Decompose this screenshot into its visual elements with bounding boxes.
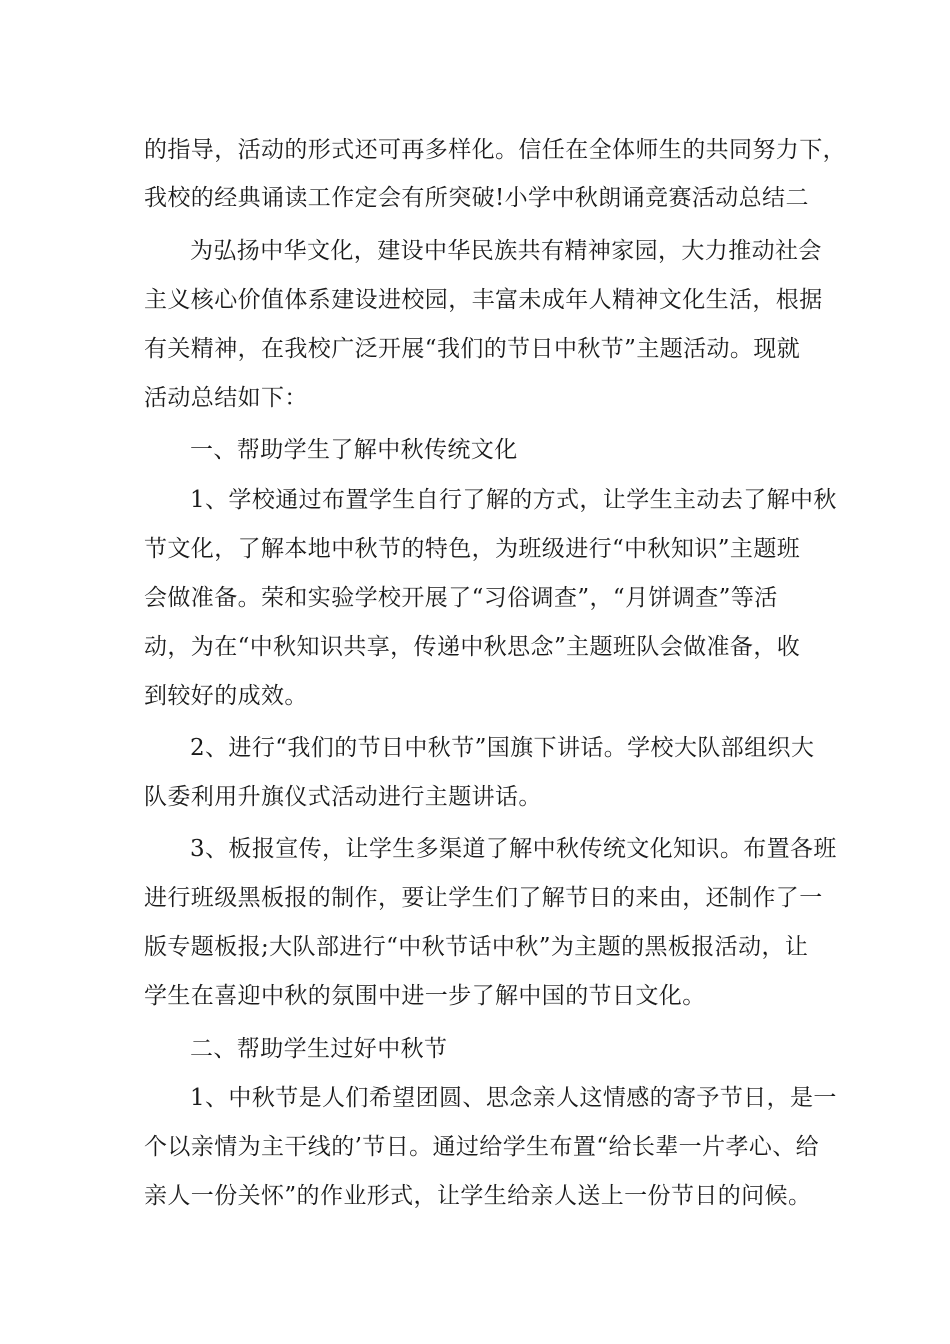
text-line: 活动总结如下： xyxy=(144,385,308,411)
text-line: 队委利用升旗仪式活动进行主题讲话。 xyxy=(144,784,542,810)
text-line: 进行班级黑板报的制作，要让学生们了解节日的来由，还制作了一 xyxy=(144,885,823,911)
paragraph-first-line: 3、板报宣传，让学生多渠道了解中秋传统文化知识。布置各班 xyxy=(190,836,837,862)
text-line: 到较好的成效。 xyxy=(144,683,308,709)
paragraph-first-line: 1、中秋节是人们希望团圆、思念亲人这情感的寄予节日，是一 xyxy=(190,1085,837,1111)
text-line: 亲人一份关怀”的作业形式，让学生给亲人送上一份节日的问候。 xyxy=(144,1183,812,1209)
section-heading: 二、帮助学生过好中秋节 xyxy=(190,1036,448,1062)
text-line: 我校的经典诵读工作定会有所突破!小学中秋朗诵竞赛活动总结二 xyxy=(144,185,809,211)
text-line: 节文化，了解本地中秋节的特色，为班级进行“中秋知识”主题班 xyxy=(144,536,801,562)
text-line: 主义核心价值体系建设进校园，丰富未成年人精神文化生活，根据 xyxy=(144,287,823,313)
text-line: 有关精神，在我校广泛开展“我们的节日中秋节”主题活动。现就 xyxy=(144,336,801,362)
paragraph-first-line: 为弘扬中华文化，建设中华民族共有精神家园，大力推动社会 xyxy=(190,238,822,264)
paragraph-first-line: 2、进行“我们的节日中秋节”国旗下讲话。学校大队部组织大 xyxy=(190,735,815,761)
text-line: 学生在喜迎中秋的氛围中进一步了解中国的节日文化。 xyxy=(144,983,706,1009)
paragraph-first-line: 1、学校通过布置学生自行了解的方式，让学生主动去了解中秋 xyxy=(190,487,837,513)
text-line: 会做准备。荣和实验学校开展了“习俗调查”，“月饼调查”等活 xyxy=(144,585,778,611)
text-line: 版专题板报;大队部进行“中秋节话中秋”为主题的黑板报活动，让 xyxy=(144,934,809,960)
text-line: 动，为在“中秋知识共享，传递中秋思念”主题班队会做准备，收 xyxy=(144,634,801,660)
text-line: 的指导，活动的形式还可再多样化。信任在全体师生的共同努力下， xyxy=(144,137,846,163)
section-heading: 一、帮助学生了解中秋传统文化 xyxy=(190,437,518,463)
text-line: 个以亲情为主干线的’节日。通过给学生布置“给长辈一片孝心、给 xyxy=(144,1134,820,1160)
